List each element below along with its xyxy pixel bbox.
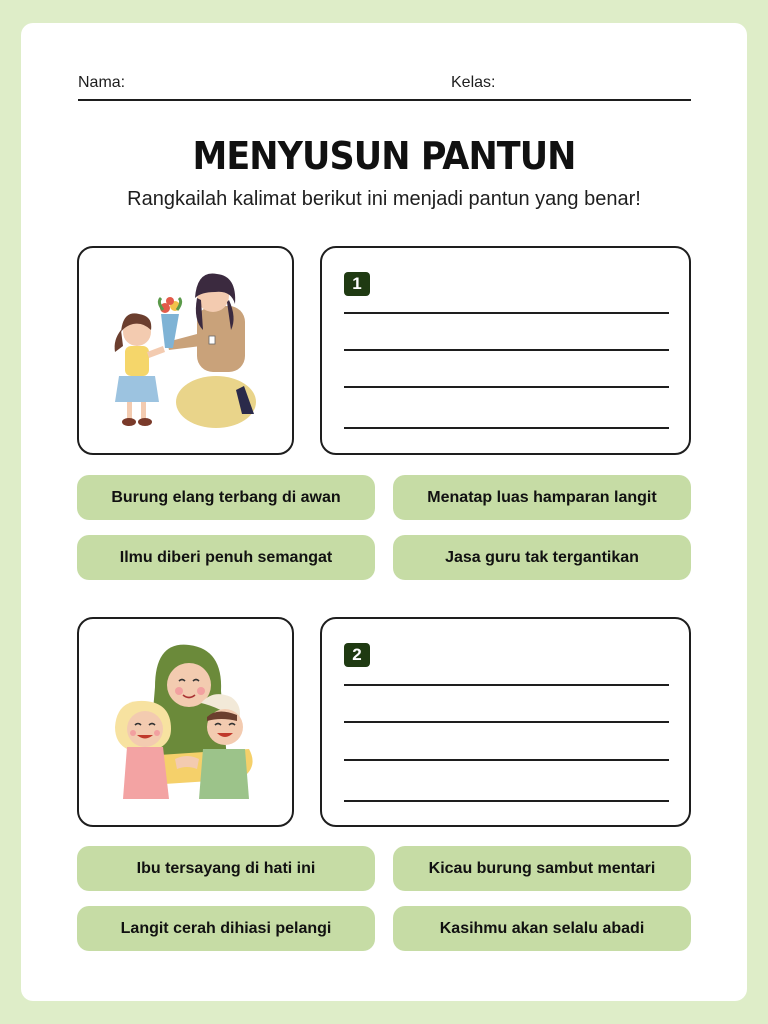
instructions: Rangkailah kalimat berikut ini menjadi pantun yang benar! [127,188,641,210]
teacher-receiving-flowers-illustration [79,248,292,453]
writing-line[interactable] [344,759,669,761]
illustration-box-2 [77,617,294,827]
page-title: MENYUSUN PANTUN [192,134,576,178]
sentence-chip[interactable]: Jasa guru tak tergantikan [393,535,691,580]
name-class-row [78,72,691,101]
number-badge-1: 1 [344,272,370,296]
sentence-chip[interactable]: Kasihmu akan selalu abadi [393,906,691,951]
sentence-chip[interactable]: Kicau burung sambut mentari [393,846,691,891]
sentence-chip[interactable]: Ilmu diberi penuh semangat [77,535,375,580]
illustration-box-1 [77,246,294,455]
writing-line[interactable] [344,349,669,351]
writing-line[interactable] [344,312,669,314]
writing-line[interactable] [344,386,669,388]
writing-line[interactable] [344,800,669,802]
sentence-chip[interactable]: Burung elang terbang di awan [77,475,375,520]
mother-hugging-children-illustration [79,619,292,825]
answer-box-2[interactable] [320,617,691,827]
sentence-chip[interactable]: Ibu tersayang di hati ini [77,846,375,891]
sentence-chip[interactable]: Langit cerah dihiasi pelangi [77,906,375,951]
name-label: Nama: [78,74,126,91]
writing-line[interactable] [344,684,669,686]
writing-line[interactable] [344,427,669,429]
answer-box-1[interactable] [320,246,691,455]
sentence-chip[interactable]: Menatap luas hamparan langit [393,475,691,520]
class-label: Kelas: [451,74,496,91]
number-badge-2: 2 [344,643,370,667]
writing-line[interactable] [344,721,669,723]
